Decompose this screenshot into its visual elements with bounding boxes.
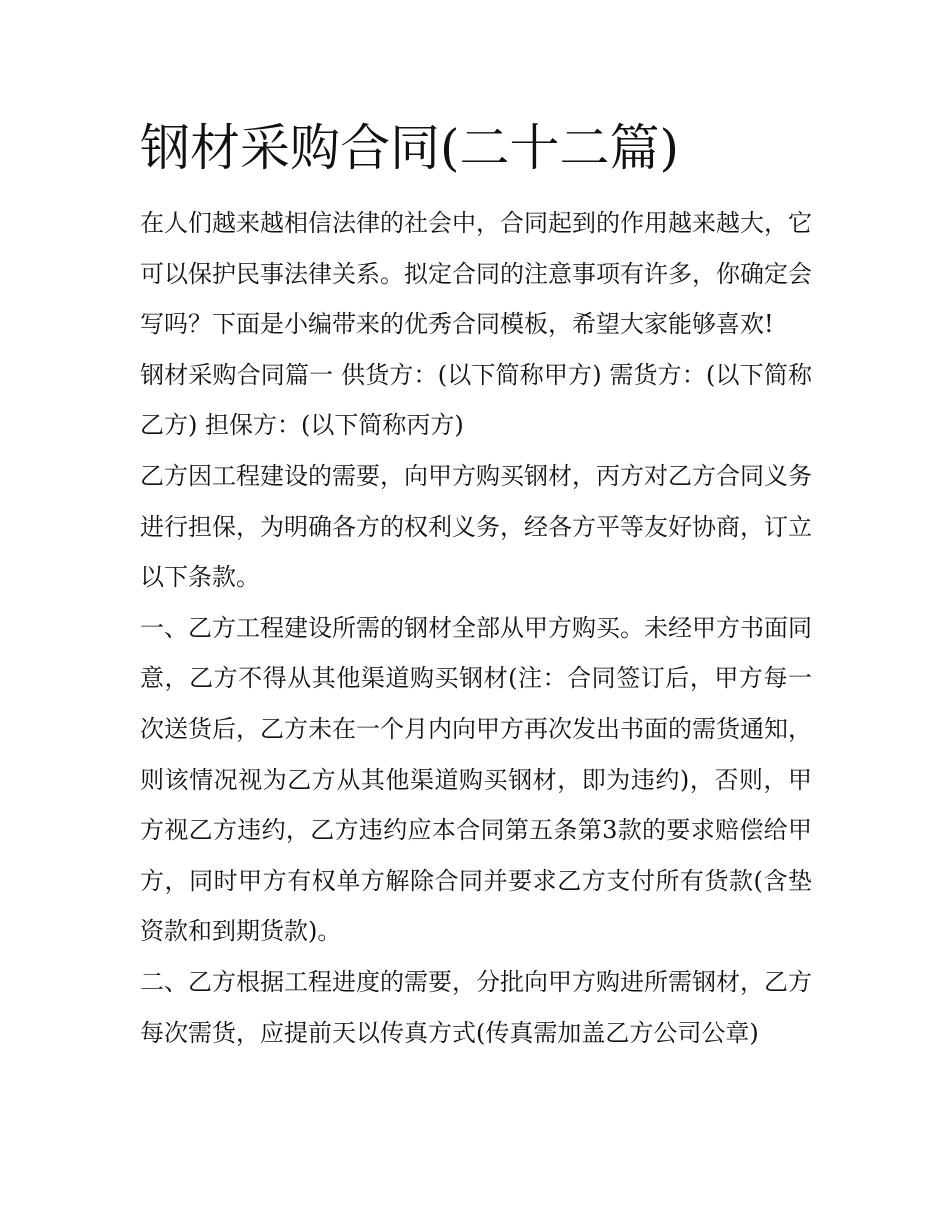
paragraph-clause-1: 一、乙方工程建设所需的钢材全部从甲方购买。未经甲方书面同意，乙方不得从其他渠道购买钢材(注：合同签订后，甲方每一次送货后，乙方未在一个月内向甲方再次发出书面的需货通知，则该情况视为乙方从其他渠道购买钢材，即为违约)，否则，甲方视乙方违约，乙方违约应本合同第五条第3款的要求赔偿给甲方，同时甲方有权单方解除合同并要求乙方支付所有货款(含垫资款和到期货款)。 [140, 613, 812, 946]
paragraph-parties: 钢材采购合同篇一 供货方：(以下简称甲方) 需货方：(以下简称乙方) 担保方：(以下简称丙方) [140, 360, 812, 440]
paragraph-purpose: 乙方因工程建设的需要，向甲方购买钢材，丙方对乙方合同义务进行担保，为明确各方的权利义务，经各方平等友好协商，订立以下条款。 [140, 461, 812, 592]
paragraph-intro: 在人们越来越相信法律的社会中，合同起到的作用越来越大，它可以保护民事法律关系。拟定合同的注意事项有许多，你确定会写吗？下面是小编带来的优秀合同模板，希望大家能够喜欢! [140, 209, 812, 339]
paragraph-clause-2: 二、乙方根据工程进度的需要，分批向甲方购进所需钢材，乙方每次需货，应提前天以传真方式(传真需加盖乙方公司公章) [140, 967, 812, 1047]
document-page [140, 108, 812, 1058]
document-title: 钢材采购合同(二十二篇) [140, 119, 680, 177]
